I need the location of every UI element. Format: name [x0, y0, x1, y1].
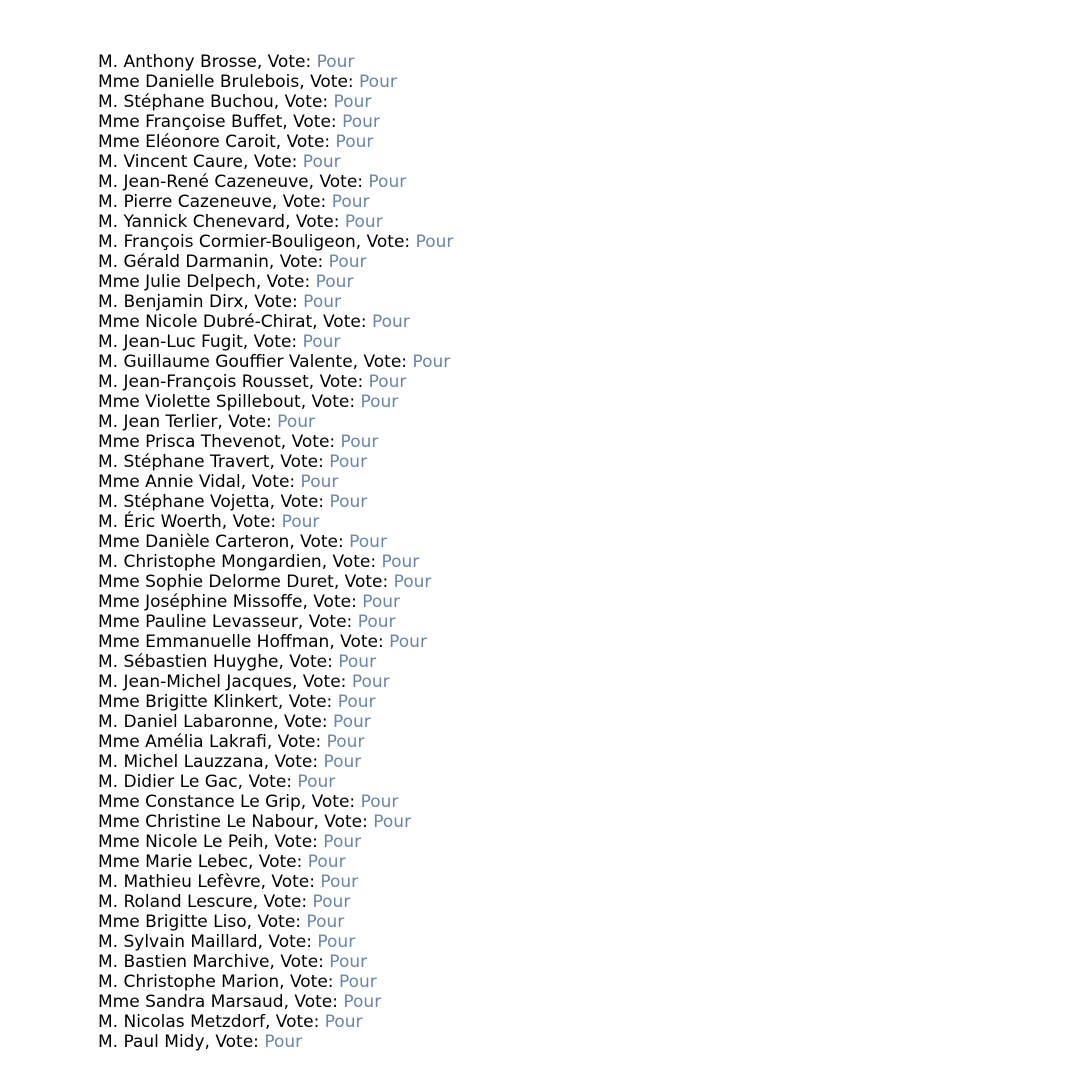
vote-value[interactable]: Pour — [312, 892, 351, 912]
vote-row — [98, 832, 453, 852]
name-separator: , — [221, 512, 233, 532]
vote-label: Vote: — [289, 972, 339, 992]
vote-value[interactable]: Pour — [343, 992, 382, 1012]
name-separator: , — [279, 972, 290, 992]
vote-value[interactable]: Pour — [307, 852, 346, 872]
vote-label: Vote: — [257, 912, 307, 932]
vote-label: Vote: — [271, 872, 321, 892]
name-separator: , — [243, 292, 255, 312]
vote-row — [98, 312, 453, 332]
vote-label: Vote: — [293, 112, 343, 132]
vote-value[interactable]: Pour — [329, 492, 368, 512]
name-separator: , — [278, 652, 290, 672]
vote-value[interactable]: Pour — [415, 232, 454, 252]
deputy-name: Mme Emmanuelle Hoffman — [98, 632, 330, 652]
deputy-name: M. Jean-Michel Jacques — [98, 672, 293, 692]
name-separator: , — [247, 852, 259, 872]
name-separator: , — [280, 432, 292, 452]
vote-label: Vote: — [267, 52, 317, 72]
vote-label: Vote: — [280, 952, 330, 972]
vote-value[interactable]: Pour — [368, 172, 407, 192]
deputy-name: M. Nicolas Metzdorf — [98, 1012, 265, 1032]
vote-value[interactable]: Pour — [381, 552, 420, 572]
deputy-name: Mme Danièle Carteron — [98, 532, 290, 552]
name-separator: , — [217, 412, 229, 432]
name-separator: , — [282, 112, 294, 132]
vote-value[interactable]: Pour — [320, 872, 359, 892]
deputy-name: M. Christophe Marion — [98, 972, 280, 992]
vote-row — [98, 932, 453, 952]
vote-value[interactable]: Pour — [351, 672, 390, 692]
name-separator: , — [308, 372, 320, 392]
vote-row — [98, 152, 453, 172]
vote-row — [98, 772, 453, 792]
name-separator: , — [285, 212, 296, 232]
deputy-name: Mme Sophie Delorme Duret — [98, 572, 334, 592]
vote-value[interactable]: Pour — [326, 732, 365, 752]
name-separator: , — [321, 552, 333, 572]
vote-label: Vote: — [275, 1012, 325, 1032]
deputy-name: M. Stéphane Travert — [98, 452, 270, 472]
vote-value[interactable]: Pour — [302, 152, 341, 172]
name-separator: , — [243, 152, 254, 172]
name-separator: , — [246, 912, 258, 932]
vote-row — [98, 132, 453, 152]
vote-value[interactable]: Pour — [317, 932, 356, 952]
vote-value[interactable]: Pour — [344, 212, 383, 232]
name-separator: , — [329, 632, 341, 652]
vote-label: Vote: — [258, 852, 308, 872]
vote-label: Vote: — [311, 792, 361, 812]
vote-row — [98, 852, 453, 872]
vote-label: Vote: — [300, 532, 350, 552]
vote-label: Vote: — [248, 772, 298, 792]
deputy-name: Mme Brigitte Klinkert — [98, 692, 278, 712]
vote-value[interactable]: Pour — [337, 692, 376, 712]
vote-value[interactable]: Pour — [338, 972, 377, 992]
deputy-name: Mme Julie Delpech — [98, 272, 256, 292]
deputy-name: Mme Constance Le Grip — [98, 792, 301, 812]
vote-row — [98, 172, 453, 192]
deputy-name: Mme Annie Vidal — [98, 472, 241, 492]
vote-value[interactable]: Pour — [357, 612, 396, 632]
vote-value[interactable]: Pour — [264, 1032, 303, 1052]
name-separator: , — [260, 872, 272, 892]
vote-row — [98, 452, 453, 472]
vote-label: Vote: — [282, 192, 332, 212]
vote-label: Vote: — [215, 1032, 265, 1052]
deputy-name: Mme Sandra Marsaud — [98, 992, 284, 1012]
vote-row — [98, 612, 453, 632]
vote-value[interactable]: Pour — [340, 432, 379, 452]
name-separator: , — [302, 592, 314, 612]
deputy-name: Mme Brigitte Liso — [98, 912, 247, 932]
deputy-name: M. Guillaume Gouffier Valente — [98, 352, 353, 372]
deputy-name: M. Jean-René Cazeneuve — [98, 172, 309, 192]
vote-row — [98, 212, 453, 232]
vote-label: Vote: — [288, 692, 338, 712]
vote-row — [98, 752, 453, 772]
vote-value[interactable]: Pour — [342, 112, 380, 132]
deputy-name: Mme Pauline Levasseur — [98, 612, 298, 632]
name-separator: , — [257, 932, 269, 952]
vote-label: Vote: — [263, 892, 313, 912]
name-separator: , — [263, 832, 275, 852]
vote-label: Vote: — [311, 392, 361, 412]
vote-label: Vote: — [286, 132, 336, 152]
deputy-name: M. Michel Lauzzana — [98, 752, 264, 772]
vote-value[interactable]: Pour — [302, 332, 341, 352]
vote-value[interactable]: Pour — [333, 92, 372, 112]
vote-value[interactable]: Pour — [300, 472, 339, 492]
deputy-name: Mme Danielle Brulebois — [98, 72, 300, 92]
vote-row — [98, 292, 453, 312]
deputy-name: M. François Cormier-Bouligeon — [98, 232, 356, 252]
vote-row — [98, 272, 453, 292]
deputy-name: M. Bastien Marchive — [98, 952, 270, 972]
vote-label: Vote: — [251, 472, 301, 492]
vote-row — [98, 372, 453, 392]
name-separator: , — [300, 792, 312, 812]
name-separator: , — [269, 952, 281, 972]
deputy-name: M. Yannick Chenevard — [98, 212, 286, 232]
vote-value[interactable]: Pour — [323, 752, 362, 772]
vote-row — [98, 72, 453, 92]
vote-row — [98, 252, 453, 272]
vote-row — [98, 552, 453, 572]
vote-value[interactable]: Pour — [362, 592, 401, 612]
deputy-name: M. Stéphane Vojetta — [98, 492, 270, 512]
name-separator: , — [299, 72, 311, 92]
deputy-name: M. Pierre Cazeneuve — [98, 192, 272, 212]
vote-label: Vote: — [232, 512, 282, 532]
vote-label: Vote: — [344, 572, 394, 592]
name-separator: , — [277, 692, 289, 712]
vote-label: Vote: — [294, 992, 344, 1012]
vote-label: Vote: — [266, 272, 316, 292]
deputy-name: M. Sylvain Maillard — [98, 932, 258, 952]
deputy-name: M. Christophe Mongardien — [98, 552, 322, 572]
vote-value[interactable]: Pour — [329, 452, 368, 472]
deputy-name: M. Vincent Caure — [98, 152, 244, 172]
deputy-name: M. Didier Le Gac — [98, 772, 238, 792]
vote-label: Vote: — [253, 152, 303, 172]
vote-row — [98, 792, 453, 812]
vote-row — [98, 812, 453, 832]
vote-value[interactable]: Pour — [393, 572, 432, 592]
name-separator: , — [297, 612, 309, 632]
vote-value[interactable]: Pour — [328, 252, 367, 272]
name-separator: , — [204, 1032, 216, 1052]
vote-label: Vote: — [277, 732, 327, 752]
deputy-name: Mme Eléonore Caroit — [98, 132, 276, 152]
vote-row — [98, 692, 453, 712]
deputy-name: M. Roland Lescure — [98, 892, 253, 912]
vote-row — [98, 592, 453, 612]
vote-label: Vote: — [284, 712, 333, 732]
vote-row — [98, 472, 453, 492]
name-separator: , — [312, 312, 323, 332]
name-separator: , — [355, 232, 367, 252]
deputy-name: M. Sébastien Huyghe — [98, 652, 279, 672]
vote-value[interactable]: Pour — [373, 812, 412, 832]
vote-label: Vote: — [295, 212, 345, 232]
vote-row — [98, 492, 453, 512]
deputy-name: M. Mathieu Lefèvre — [98, 872, 261, 892]
vote-row — [98, 912, 453, 932]
vote-label: Vote: — [366, 232, 416, 252]
deputy-name: M. Jean-François Rousset — [98, 372, 309, 392]
name-separator: , — [283, 992, 295, 1012]
vote-label: Vote: — [302, 672, 352, 692]
vote-label: Vote: — [291, 432, 341, 452]
vote-row — [98, 52, 453, 72]
name-separator: , — [289, 532, 301, 552]
vote-row — [98, 712, 453, 732]
vote-row — [98, 892, 453, 912]
vote-label: Vote: — [268, 932, 318, 952]
name-separator: , — [252, 892, 264, 912]
name-separator: , — [333, 572, 345, 592]
deputy-name: Mme Prisca Thevenot — [98, 432, 281, 452]
vote-value[interactable]: Pour — [360, 392, 399, 412]
deputy-name: M. Anthony Brosse — [98, 52, 257, 72]
vote-value[interactable]: Pour — [349, 532, 387, 552]
deputy-name: M. Gérald Darmanin — [98, 252, 269, 272]
name-separator: , — [237, 772, 249, 792]
vote-label: Vote: — [254, 292, 304, 312]
vote-label: Vote: — [274, 752, 324, 772]
deputy-name: M. Éric Woerth — [98, 512, 222, 532]
vote-label: Vote: — [340, 632, 390, 652]
vote-label: Vote: — [280, 492, 330, 512]
vote-row — [98, 732, 453, 752]
name-separator: , — [313, 812, 325, 832]
vote-row — [98, 432, 453, 452]
vote-label: Vote: — [310, 72, 360, 92]
name-separator: , — [273, 712, 285, 732]
vote-value[interactable]: Pour — [324, 1012, 363, 1032]
name-separator: , — [300, 392, 312, 412]
vote-value[interactable]: Pour — [360, 792, 399, 812]
name-separator: , — [308, 172, 320, 192]
deputy-name: Mme Françoise Buffet — [98, 112, 283, 132]
vote-row — [98, 1012, 453, 1032]
vote-label: Vote: — [324, 812, 374, 832]
vote-row — [98, 332, 453, 352]
name-separator: , — [264, 1012, 276, 1032]
vote-row — [98, 112, 453, 132]
vote-row — [98, 952, 453, 972]
name-separator: , — [271, 192, 283, 212]
vote-value[interactable]: Pour — [338, 652, 377, 672]
deputy-name: Mme Amélia Lakrafi — [98, 732, 267, 752]
vote-row — [98, 392, 453, 412]
vote-value[interactable]: Pour — [368, 372, 407, 392]
vote-value[interactable]: Pour — [359, 72, 397, 92]
vote-value[interactable]: Pour — [277, 412, 315, 432]
name-separator: , — [269, 492, 281, 512]
name-separator: , — [266, 732, 278, 752]
deputy-name: M. Stéphane Buchou — [98, 92, 274, 112]
vote-value[interactable]: Pour — [323, 832, 362, 852]
name-separator: , — [242, 332, 254, 352]
vote-label: Vote: — [279, 252, 329, 272]
vote-list — [98, 52, 453, 1052]
name-separator: , — [240, 472, 252, 492]
name-separator: , — [263, 752, 275, 772]
vote-row — [98, 572, 453, 592]
vote-row — [98, 532, 453, 552]
vote-row — [98, 872, 453, 892]
vote-value[interactable]: Pour — [329, 952, 368, 972]
vote-label: Vote: — [363, 352, 413, 372]
vote-label: Vote: — [228, 412, 278, 432]
name-separator: , — [268, 252, 280, 272]
deputy-name: M. Paul Midy — [98, 1032, 205, 1052]
vote-row — [98, 412, 453, 432]
deputy-name: Mme Violette Spillebout — [98, 392, 301, 412]
name-separator: , — [256, 52, 268, 72]
vote-row — [98, 352, 453, 372]
vote-row — [98, 972, 453, 992]
deputy-name: M. Jean Terlier — [98, 412, 218, 432]
vote-row — [98, 632, 453, 652]
vote-label: Vote: — [253, 332, 303, 352]
vote-row — [98, 652, 453, 672]
name-separator: , — [352, 352, 364, 372]
vote-label: Vote: — [319, 372, 369, 392]
vote-label: Vote: — [308, 612, 358, 632]
vote-row — [98, 232, 453, 252]
vote-label: Vote: — [319, 172, 369, 192]
vote-row — [98, 512, 453, 532]
vote-value[interactable]: Pour — [281, 512, 320, 532]
name-separator: , — [273, 92, 285, 112]
deputy-name: M. Benjamin Dirx — [98, 292, 244, 312]
vote-row — [98, 1032, 453, 1052]
deputy-name: Mme Nicole Le Peih — [98, 832, 264, 852]
vote-value[interactable]: Pour — [371, 312, 410, 332]
vote-value[interactable]: Pour — [331, 192, 370, 212]
deputy-name: M. Daniel Labaronne — [98, 712, 274, 732]
name-separator: , — [269, 452, 281, 472]
deputy-name: Mme Joséphine Missoffe — [98, 592, 303, 612]
vote-row — [98, 92, 453, 112]
deputy-name: Mme Marie Lebec — [98, 852, 248, 872]
vote-value[interactable]: Pour — [315, 272, 354, 292]
vote-label: Vote: — [289, 652, 339, 672]
name-separator: , — [292, 672, 303, 692]
vote-value[interactable]: Pour — [303, 292, 341, 312]
vote-value[interactable]: Pour — [335, 132, 374, 152]
name-separator: , — [255, 272, 267, 292]
vote-row — [98, 672, 453, 692]
deputy-name: M. Jean-Luc Fugit — [98, 332, 243, 352]
vote-value[interactable]: Pour — [389, 632, 427, 652]
vote-value[interactable]: Pour — [297, 772, 336, 792]
vote-label: Vote: — [274, 832, 324, 852]
vote-row — [98, 192, 453, 212]
vote-value[interactable]: Pour — [306, 912, 345, 932]
vote-value[interactable]: Pour — [332, 712, 371, 732]
deputy-name: Mme Nicole Dubré-Chirat — [98, 312, 313, 332]
vote-label: Vote: — [280, 452, 330, 472]
vote-value[interactable]: Pour — [412, 352, 451, 372]
vote-row — [98, 992, 453, 1012]
vote-label: Vote: — [332, 552, 382, 572]
vote-label: Vote: — [313, 592, 363, 612]
vote-value[interactable]: Pour — [316, 52, 355, 72]
name-separator: , — [275, 132, 287, 152]
vote-label: Vote: — [284, 92, 334, 112]
deputy-name: Mme Christine Le Nabour — [98, 812, 314, 832]
vote-label: Vote: — [322, 312, 372, 332]
